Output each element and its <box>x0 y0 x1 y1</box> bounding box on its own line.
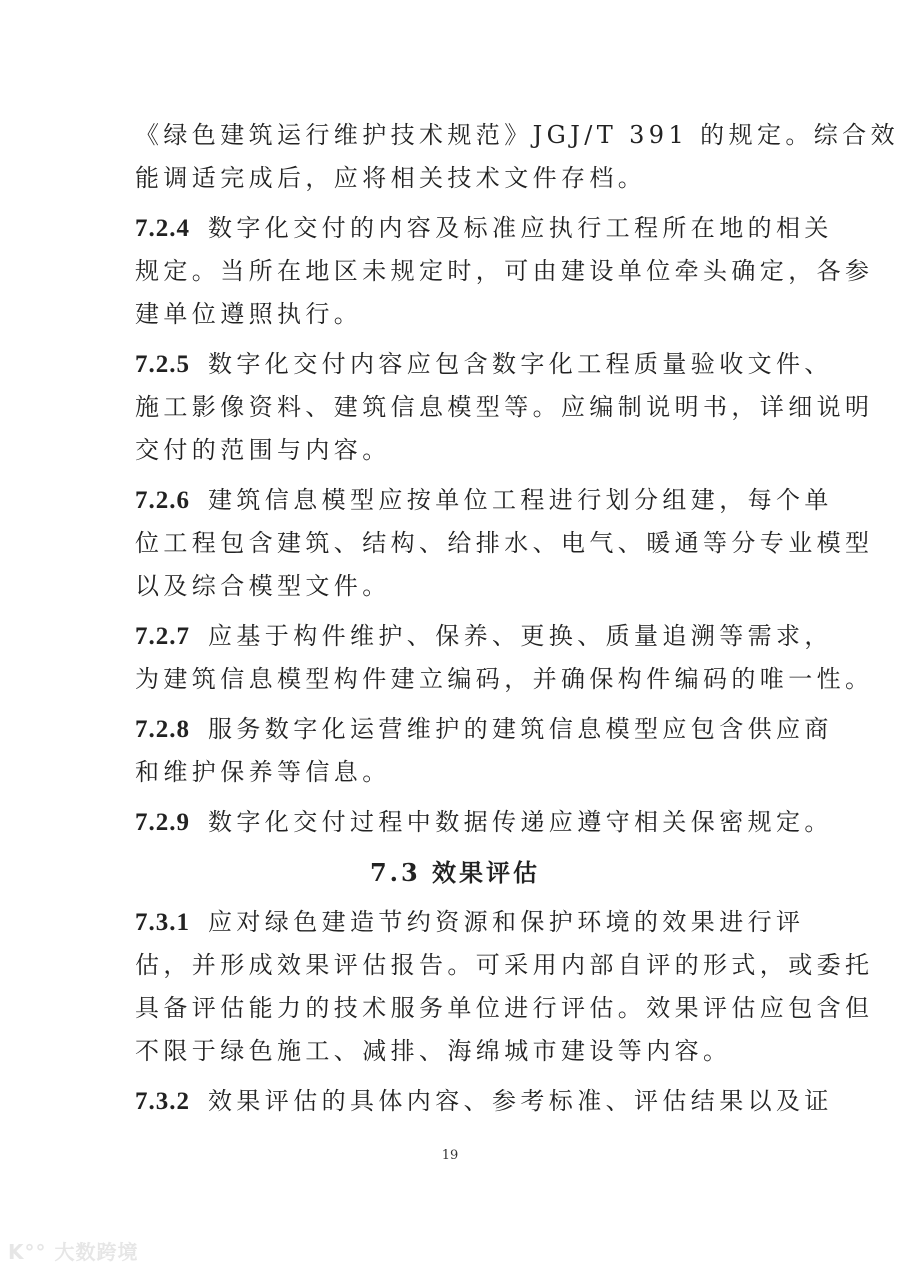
text-line <box>135 522 874 565</box>
text-line <box>135 250 874 293</box>
clause-number: 7.2.9 <box>135 809 190 836</box>
text-line <box>135 801 833 844</box>
text-line <box>135 479 833 522</box>
line-text: 施工影像资料、建筑信息模型等。应编制说明书，详细说明 <box>135 393 874 421</box>
text-line <box>135 1080 833 1123</box>
text-line <box>135 1030 775 1073</box>
line-text: 服务数字化运营维护的建筑信息模型应包含供应商 <box>208 715 833 743</box>
clause-number: 7.3.2 <box>135 1088 190 1115</box>
text-line <box>135 207 833 250</box>
text-line <box>135 708 833 751</box>
watermark-logo: K°° 大数跨境 <box>8 1240 139 1264</box>
text-line <box>135 157 775 200</box>
clause-number: 7.2.4 <box>135 215 190 242</box>
line-text: 具备评估能力的技术服务单位进行评估。效果评估应包含但 <box>135 994 874 1022</box>
line-text: 效果评估的具体内容、参考标准、评估结果以及证 <box>208 1087 833 1115</box>
line-text: 建单位遵照执行。 <box>135 300 363 328</box>
text-line <box>135 615 833 658</box>
document-page <box>135 114 899 1123</box>
section-heading: 7.3 效果评估 <box>369 858 541 887</box>
clause-number: 7.2.7 <box>135 623 190 650</box>
clause-7-2-6 <box>135 479 874 608</box>
line-text: 应对绿色建造节约资源和保护环境的效果进行评 <box>208 908 805 936</box>
text-line <box>135 293 775 336</box>
text-line <box>135 343 833 386</box>
text-line <box>135 751 775 794</box>
text-line <box>135 901 805 944</box>
line-text: 能调适完成后，应将相关技术文件存档。 <box>135 164 647 192</box>
text-line <box>135 987 874 1030</box>
clause-7-2-9 <box>135 801 833 844</box>
clause-number: 7.3.1 <box>135 909 190 936</box>
line-text: 估，并形成效果评估报告。可采用内部自评的形式，或委托 <box>135 951 874 979</box>
line-text: 数字化交付内容应包含数字化工程质量验收文件、 <box>208 350 833 378</box>
text-line <box>135 429 775 472</box>
clause-7-2-8 <box>135 708 833 794</box>
clause-7-3-1 <box>135 901 874 1073</box>
line-text: 位工程包含建筑、结构、给排水、电气、暖通等分专业模型 <box>135 529 874 557</box>
line-text: 应基于构件维护、保养、更换、质量追溯等需求， <box>208 622 833 650</box>
line-text: 数字化交付的内容及标准应执行工程所在地的相关 <box>208 214 833 242</box>
text-line <box>135 386 874 429</box>
clause-7-2-4 <box>135 207 874 336</box>
text-line <box>135 114 899 157</box>
line-text: 建筑信息模型应按单位工程进行划分组建，每个单 <box>208 486 833 514</box>
clause-number: 7.2.8 <box>135 716 190 743</box>
line-text: 为建筑信息模型构件建立编码，并确保构件编码的唯一性。 <box>135 665 874 693</box>
clause-number: 7.2.6 <box>135 487 190 514</box>
text-line <box>135 565 775 608</box>
line-text: 数字化交付过程中数据传递应遵守相关保密规定。 <box>208 808 833 836</box>
clause-7-2-5 <box>135 343 874 472</box>
line-text: 不限于绿色施工、减排、海绵城市建设等内容。 <box>135 1037 732 1065</box>
line-text: 《绿色建筑运行维护技术规范》JGJ/T 391 的规定。综合效 <box>135 121 899 149</box>
line-text: 和维护保养等信息。 <box>135 758 391 786</box>
line-text: 以及综合模型文件。 <box>135 572 391 600</box>
page-number: 19 <box>441 1148 459 1163</box>
clause-number: 7.2.5 <box>135 351 190 378</box>
line-text: 交付的范围与内容。 <box>135 436 391 464</box>
text-line <box>135 944 874 987</box>
text-line <box>135 658 874 701</box>
paragraph-continuation <box>135 114 899 200</box>
clause-7-3-2 <box>135 1080 833 1123</box>
clause-7-2-7 <box>135 615 874 701</box>
line-text: 规定。当所在地区未规定时，可由建设单位牵头确定，各参 <box>135 257 874 285</box>
